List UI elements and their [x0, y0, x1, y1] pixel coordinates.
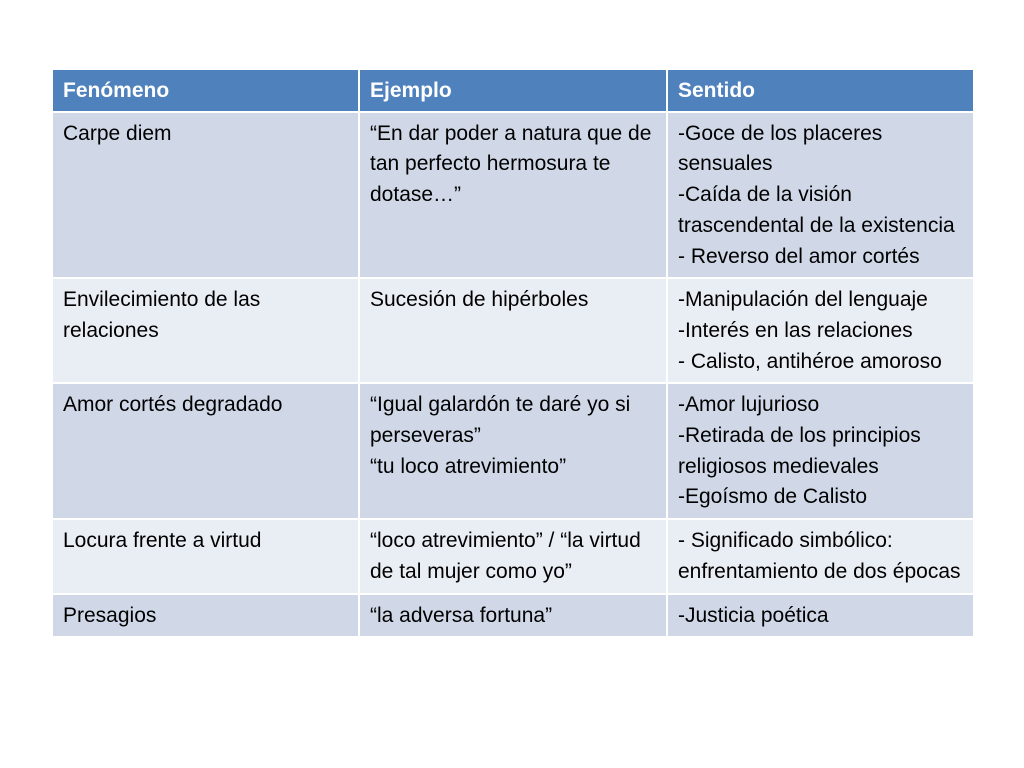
cell-text: Amor cortés degradado [63, 393, 283, 417]
cell-fenomeno [52, 519, 359, 593]
header-ejemplo: Ejemplo [359, 69, 667, 112]
table-row [52, 112, 974, 279]
table-row [52, 383, 974, 519]
cell-ejemplo [359, 278, 667, 383]
cell-ejemplo [359, 519, 667, 593]
cell-text: -Egoísmo de Calisto [678, 485, 868, 509]
cell-text: “la adversa fortuna” [370, 603, 553, 627]
cell-text: -Retirada de los principios religiosos medievales [678, 424, 921, 478]
cell-text: Carpe diem [63, 121, 172, 145]
cell-text: “loco atrevimiento” / “la virtud de tal mujer como yo” [370, 529, 641, 583]
cell-fenomeno [52, 112, 359, 279]
cell-ejemplo [359, 594, 667, 638]
cell-text: -Interés en las relaciones [678, 318, 913, 342]
header-fenomeno: Fenómeno [52, 69, 359, 112]
table-row [52, 278, 974, 383]
cell-sentido [667, 519, 974, 593]
cell-text: - Calisto, antihéroe amoroso [678, 349, 942, 373]
cell-text: - Reverso del amor cortés [678, 244, 920, 268]
cell-text: -Goce de los placeres sensuales [678, 121, 883, 176]
cell-fenomeno [52, 594, 359, 638]
cell-text: “Igual galardón te daré yo si perseveras” [370, 393, 631, 448]
cell-text: Locura frente a virtud [63, 529, 262, 553]
header-sentido: Sentido [667, 69, 974, 112]
cell-ejemplo [359, 112, 667, 279]
cell-text: Presagios [63, 603, 157, 627]
cell-text: -Amor lujurioso [678, 393, 820, 417]
cell-text: -Caída de la visión trascendental de la existencia [678, 183, 955, 237]
cell-text: “tu loco atrevimiento” [370, 454, 567, 478]
cell-ejemplo [359, 383, 667, 519]
cell-text: -Manipulación del lenguaje [678, 288, 928, 312]
cell-fenomeno [52, 278, 359, 383]
cell-text: Envilecimiento de las relaciones [63, 288, 261, 342]
cell-sentido [667, 278, 974, 383]
cell-text: - Significado simbólico: enfrentamiento de dos épocas [678, 529, 961, 583]
cell-sentido [667, 383, 974, 519]
cell-text: Sucesión de hipérboles [370, 288, 589, 312]
header-row [52, 69, 974, 112]
table-row [52, 594, 974, 638]
cell-sentido [667, 112, 974, 279]
cell-text: -Justicia poética [678, 603, 829, 627]
cell-sentido [667, 594, 974, 638]
cell-fenomeno [52, 383, 359, 519]
cell-text: “En dar poder a natura que de tan perfecto hermosura te dotase…” [370, 121, 652, 207]
comparison-table [51, 68, 975, 638]
table-row [52, 519, 974, 593]
